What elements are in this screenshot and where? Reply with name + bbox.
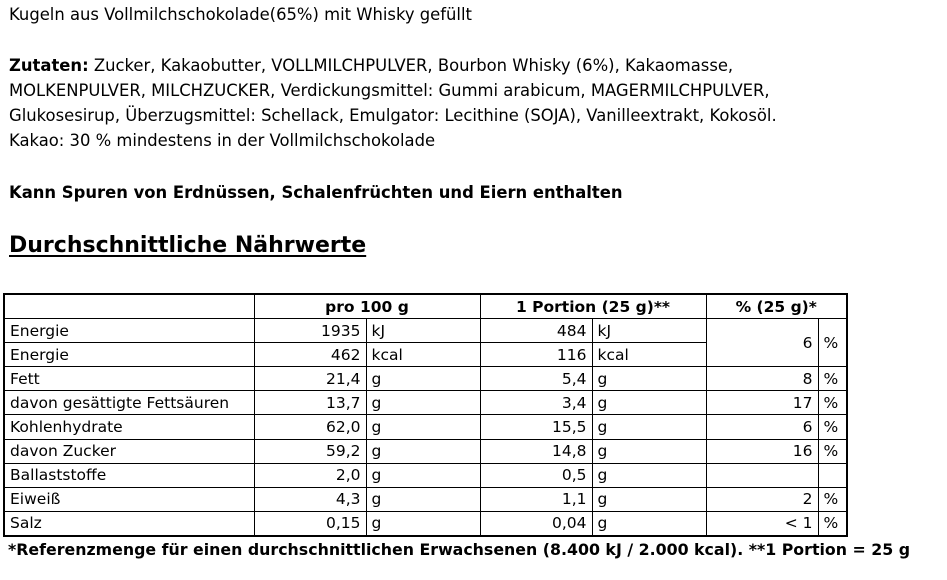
percent-unit: % <box>818 439 847 463</box>
percent-value <box>706 463 818 487</box>
nutrient-name: Salz <box>4 511 254 536</box>
percent-unit: % <box>818 487 847 511</box>
ingredients-line-1 <box>9 55 733 77</box>
footnote: *Referenzmenge für einen durchschnittlichen Erwachsenen (8.400 kJ / 2.000 kcal). **1 Portion = 25 g <box>8 540 911 559</box>
header-per-portion: 1 Portion (25 g)** <box>480 294 706 319</box>
portion-unit: g <box>592 439 706 463</box>
per100-unit: g <box>366 415 480 439</box>
cocoa-content: Kakao: 30 % mindestens in der Vollmilchschokolade <box>9 131 436 150</box>
per100-value: 462 <box>254 343 366 367</box>
header-percent: % (25 g)* <box>706 294 847 319</box>
nutrient-name: Ballaststoffe <box>4 463 254 487</box>
portion-unit: g <box>592 511 706 536</box>
portion-value: 484 <box>480 319 592 343</box>
per100-unit: g <box>366 367 480 391</box>
nutrition-table <box>3 293 848 537</box>
header-per-100g: pro 100 g <box>254 294 480 319</box>
percent-value: 16 <box>706 439 818 463</box>
portion-value: 5,4 <box>480 367 592 391</box>
per100-unit: g <box>366 511 480 536</box>
per100-unit: g <box>366 487 480 511</box>
portion-unit: kcal <box>592 343 706 367</box>
portion-value: 1,1 <box>480 487 592 511</box>
ingredients-line-2: MOLKENPULVER, MILCHZUCKER, Verdickungsmittel: Gummi arabicum, MAGERMILCHPULVER, <box>9 81 770 100</box>
portion-value: 14,8 <box>480 439 592 463</box>
per100-unit: g <box>366 391 480 415</box>
portion-value: 116 <box>480 343 592 367</box>
nutrient-name: Energie <box>4 319 254 343</box>
product-title: Kugeln aus Vollmilchschokolade(65%) mit Whisky gefüllt <box>9 5 472 24</box>
percent-unit: % <box>818 319 847 367</box>
portion-unit: g <box>592 391 706 415</box>
portion-unit: g <box>592 487 706 511</box>
nutrient-name: Energie <box>4 343 254 367</box>
table-row <box>4 415 847 439</box>
per100-value: 59,2 <box>254 439 366 463</box>
table-row <box>4 319 847 343</box>
portion-value: 15,5 <box>480 415 592 439</box>
portion-value: 3,4 <box>480 391 592 415</box>
per100-value: 1935 <box>254 319 366 343</box>
nutrition-heading: Durchschnittliche Nährwerte <box>9 233 367 258</box>
per100-value: 0,15 <box>254 511 366 536</box>
nutrient-name: Fett <box>4 367 254 391</box>
percent-value: 6 <box>706 415 818 439</box>
portion-unit: kJ <box>592 319 706 343</box>
percent-unit: % <box>818 511 847 536</box>
table-row <box>4 391 847 415</box>
percent-unit: % <box>818 415 847 439</box>
table-row <box>4 367 847 391</box>
per100-value: 21,4 <box>254 367 366 391</box>
percent-value: 8 <box>706 367 818 391</box>
percent-value: < 1 <box>706 511 818 536</box>
per100-value: 2,0 <box>254 463 366 487</box>
nutrient-name: davon gesättigte Fettsäuren <box>4 391 254 415</box>
per100-unit: g <box>366 463 480 487</box>
per100-unit: g <box>366 439 480 463</box>
percent-unit <box>818 463 847 487</box>
table-row <box>4 463 847 487</box>
nutrient-name: Kohlenhydrate <box>4 415 254 439</box>
percent-unit: % <box>818 367 847 391</box>
per100-value: 4,3 <box>254 487 366 511</box>
percent-unit: % <box>818 391 847 415</box>
table-row <box>4 439 847 463</box>
portion-unit: g <box>592 415 706 439</box>
table-row <box>4 487 847 511</box>
allergen-note: Kann Spuren von Erdnüssen, Schalenfrüchten und Eiern enthalten <box>9 183 623 202</box>
portion-value: 0,5 <box>480 463 592 487</box>
table-header-row <box>4 294 847 319</box>
ingredients-label: Zutaten: <box>9 56 89 75</box>
nutrient-name: Eiweiß <box>4 487 254 511</box>
percent-value: 6 <box>706 319 818 367</box>
percent-value: 2 <box>706 487 818 511</box>
table-row <box>4 511 847 536</box>
header-nutrient <box>4 294 254 319</box>
percent-value: 17 <box>706 391 818 415</box>
nutrient-name: davon Zucker <box>4 439 254 463</box>
per100-unit: kcal <box>366 343 480 367</box>
ingredients-line-3: Glukosesirup, Überzugsmittel: Schellack, Emulgator: Lecithine (SOJA), Vanilleextrakt, Kokosöl. <box>9 106 777 125</box>
per100-value: 62,0 <box>254 415 366 439</box>
per100-unit: kJ <box>366 319 480 343</box>
portion-unit: g <box>592 463 706 487</box>
per100-value: 13,7 <box>254 391 366 415</box>
portion-unit: g <box>592 367 706 391</box>
ingredients-text-1: Zucker, Kakaobutter, VOLLMILCHPULVER, Bourbon Whisky (6%), Kakaomasse, <box>88 56 734 75</box>
portion-value: 0,04 <box>480 511 592 536</box>
